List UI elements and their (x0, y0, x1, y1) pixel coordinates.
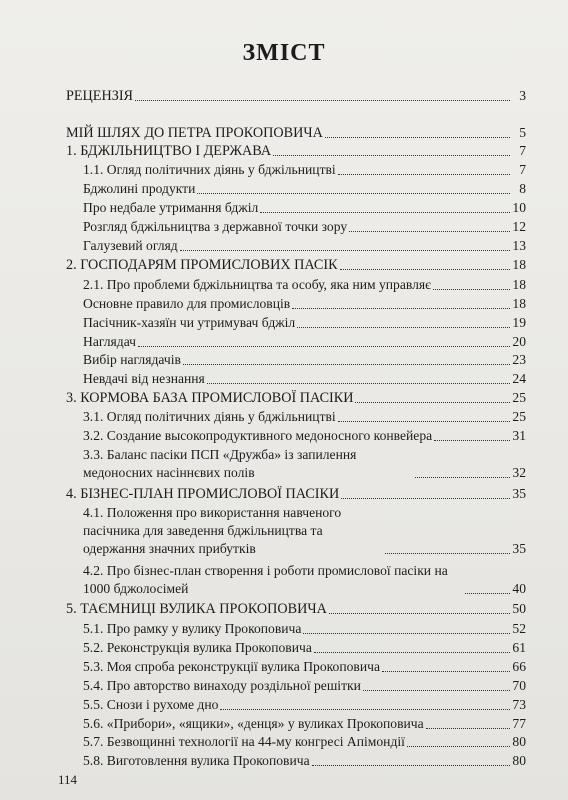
toc-entry-page: 7 (519, 143, 526, 158)
leader-dots (434, 439, 510, 441)
leader-dots (349, 230, 510, 232)
toc-entry-page: 77 (512, 716, 526, 731)
toc-entry-page: 40 (512, 581, 526, 596)
toc-entry-title: Пасічник-хазяїн чи утримувач бджіл (83, 315, 296, 330)
toc-entry-title: Розгляд бджільництва з державної точки зору (83, 219, 348, 234)
toc-entry (83, 408, 526, 426)
toc-entry-page: 13 (512, 238, 526, 253)
toc-entry-page: 18 (512, 257, 526, 272)
toc-entry (66, 600, 526, 618)
toc-entry-page: 80 (512, 753, 526, 768)
toc-entry-page: 73 (512, 697, 526, 712)
leader-dots (297, 326, 510, 328)
leader-dots (292, 307, 510, 309)
toc-entry-page: 18 (512, 296, 526, 311)
leader-dots (325, 136, 510, 138)
toc-entry-page: 35 (512, 486, 526, 501)
leader-dots (180, 249, 510, 251)
toc-entry (83, 295, 526, 313)
leader-dots (465, 592, 510, 594)
leader-dots (312, 764, 510, 766)
toc-entry (66, 485, 526, 503)
toc-entry (83, 446, 526, 482)
leader-dots (363, 689, 510, 691)
toc-entry-title: 2. ГОСПОДАРЯМ ПРОМИСЛОВИХ ПАСІК (66, 257, 338, 273)
toc-entry (83, 370, 526, 388)
toc-entry-title: 3.2. Создание высокопродуктивного медоносного конвейера (83, 428, 433, 443)
toc-entry (83, 620, 526, 638)
toc-entry (83, 199, 526, 217)
toc-entry (83, 218, 526, 236)
toc-entry-page: 20 (512, 334, 526, 349)
toc-entry-page: 7 (519, 162, 526, 177)
leader-dots (433, 288, 510, 290)
toc-entry (83, 161, 526, 179)
leader-dots (183, 363, 510, 365)
toc-entry-page: 5 (519, 125, 526, 140)
toc-entry-title: 5.8. Виготовлення вулика Прокоповича (83, 753, 310, 768)
toc-entry-title: 5.7. Безвощинні технології на 44-му конгресі Апімондії (83, 734, 405, 749)
toc-entry (83, 752, 526, 770)
toc-entry-title: Про недбале утримання бджіл (83, 200, 259, 215)
toc-entry-title: РЕЦЕНЗІЯ (66, 88, 134, 104)
toc-entry (83, 276, 526, 294)
toc-entry (66, 87, 526, 105)
toc-entry-page: 19 (512, 315, 526, 330)
toc-entry-title: 4.1. Положення про використання навченого пасічника для заведення бджільництва та одержання значних прибутків (83, 505, 342, 556)
toc-entry (83, 314, 526, 332)
leader-dots (273, 154, 510, 156)
toc-entry (83, 696, 526, 714)
leader-dots (426, 727, 510, 729)
toc-entry (66, 256, 526, 274)
toc-entry-page: 24 (512, 371, 526, 386)
leader-dots (197, 192, 510, 194)
toc-entry-page: 52 (512, 621, 526, 636)
toc-entry-page: 3 (519, 88, 526, 103)
leader-dots (260, 211, 510, 213)
toc-entry (83, 639, 526, 657)
toc-entry-title: Наглядач (83, 334, 137, 349)
toc-entry-page: 10 (512, 200, 526, 215)
toc-entry-title: 1. БДЖІЛЬНИЦТВО І ДЕРЖАВА (66, 143, 272, 159)
toc-entry (83, 658, 526, 676)
leader-dots (415, 476, 510, 478)
leader-dots (338, 173, 510, 175)
toc-entry (66, 142, 526, 160)
toc-entry-title: Галузевий огляд (83, 238, 178, 253)
toc-entry-page: 66 (512, 659, 526, 674)
leader-dots (329, 612, 510, 614)
leader-dots (135, 99, 510, 101)
toc-entry-page: 35 (512, 541, 526, 556)
toc-entry (83, 427, 526, 445)
toc-entry-page: 25 (512, 409, 526, 424)
toc-entry-page: 25 (512, 390, 526, 405)
leader-dots (341, 497, 510, 499)
toc-entry (83, 733, 526, 751)
leader-dots (338, 420, 510, 422)
toc-entry-title: 5.5. Снози і рухоме дно (83, 697, 219, 712)
toc-entry (83, 715, 526, 733)
toc-entry-title: МІЙ ШЛЯХ ДО ПЕТРА ПРОКОПОВИЧА (66, 125, 323, 141)
toc-entry (83, 180, 526, 198)
page-number: 114 (58, 772, 78, 787)
toc-entry-title: Основне правило для промисловців (83, 296, 291, 311)
toc-entry-title: 5.4. Про авторство винаходу роздільної решітки (83, 678, 361, 693)
toc-entry (83, 351, 526, 369)
toc-entry (66, 124, 526, 142)
toc-entry-title: 5.3. Моя спроба реконструкції вулика Прокоповича (83, 659, 380, 674)
toc-entry-title: 2.1. Про проблеми бджільництва та особу, яка ним управляє (83, 277, 432, 292)
leader-dots (407, 745, 510, 747)
toc-entry-title: 4.2. Про бізнес-план створення і роботи промислової пасіки на 1000 бджолосімей (83, 563, 448, 596)
leader-dots (355, 401, 510, 403)
toc-entry-page: 80 (512, 734, 526, 749)
toc-entry-title: 1.1. Огляд політичних діянь у бджільництві (83, 162, 336, 177)
page-title: ЗМІСТ (242, 40, 326, 66)
leader-dots (303, 632, 510, 634)
toc-entry-title: Вибір наглядачів (83, 352, 181, 367)
leader-dots (207, 382, 510, 384)
leader-dots (314, 651, 510, 653)
toc-entry (83, 677, 526, 695)
toc-entry-title: 5.1. Про рамку у вулику Прокоповича (83, 621, 302, 636)
toc-entry-page: 31 (512, 428, 526, 443)
toc-entry-title: 5. ТАЄМНИЦІ ВУЛИКА ПРОКОПОВИЧА (66, 601, 327, 617)
toc-entry-page: 50 (512, 601, 526, 616)
toc-entry-title: 3.1. Огляд політичних діянь у бджільництві (83, 409, 336, 424)
toc-entry-title: 3.3. Баланс пасіки ПСП «Дружба» із запилення медоносних насіннєвих полів (83, 447, 357, 480)
toc-entry (83, 504, 526, 558)
toc-entry-title: 3. КОРМОВА БАЗА ПРОМИСЛОВОЇ ПАСІКИ (66, 390, 354, 406)
toc-entry-title: 5.6. «Прибори», «ящики», «денця» у вуликах Прокоповича (83, 716, 424, 731)
toc-entry-page: 18 (512, 277, 526, 292)
leader-dots (340, 268, 510, 270)
toc-entry-title: 5.2. Реконструкція вулика Прокоповича (83, 640, 312, 655)
leader-dots (138, 345, 510, 347)
toc-entry-title: Бджолині продукти (83, 181, 196, 196)
toc-entry (83, 562, 526, 598)
toc-entry-page: 70 (512, 678, 526, 693)
toc-entry (83, 333, 526, 351)
toc-entry-page: 61 (512, 640, 526, 655)
leader-dots (382, 670, 510, 672)
toc-entry-page: 23 (512, 352, 526, 367)
toc-entry-page: 8 (519, 181, 526, 196)
leader-dots (385, 552, 510, 554)
toc-entry-title: 4. БІЗНЕС-ПЛАН ПРОМИСЛОВОЇ ПАСІКИ (66, 486, 340, 502)
toc-entry-title: Невдачі від незнання (83, 371, 205, 386)
toc-entry-page: 32 (512, 465, 526, 480)
toc-entry (66, 389, 526, 407)
leader-dots (220, 708, 510, 710)
toc-entry (83, 237, 526, 255)
toc-entry-page: 12 (512, 219, 526, 234)
